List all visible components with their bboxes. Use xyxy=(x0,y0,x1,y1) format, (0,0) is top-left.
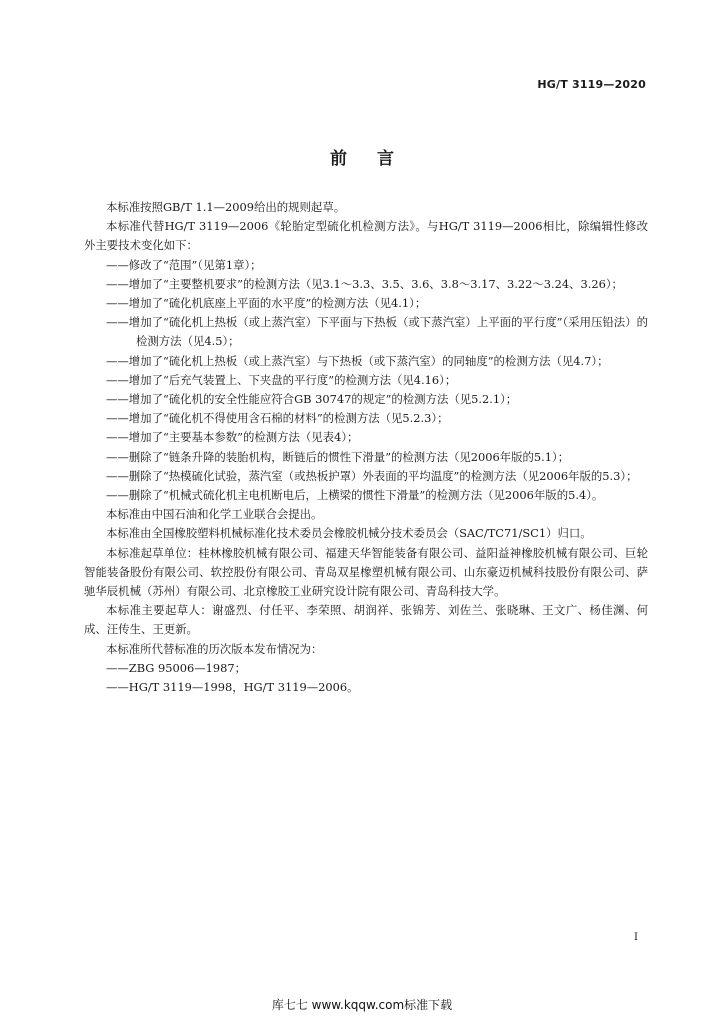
list-item: ——增加了“硫化机上热板（或上蒸汽室）与下热板（或下蒸汽室）的同轴度”的检测方法（见4.7）； xyxy=(106,353,609,368)
foreword-body xyxy=(84,198,648,697)
paragraph-proposed-by: 本标准由中国石油和化学工业联合会提出。 xyxy=(106,507,323,522)
paragraph-replaces: 本标准代替HG/T 3119—2006《轮胎定型硫化机检测方法》。与HG/T 3119—2006相比，除编辑性修改外主要技术变化如下： xyxy=(84,219,648,253)
title-char-1: 前 xyxy=(330,149,347,169)
standard-number: HG/T 3119—2020 xyxy=(537,78,646,91)
list-item: ——增加了“硫化机的安全性能应符合GB 30747的规定”的检测方法（见5.2.1）； xyxy=(106,392,518,407)
list-item: ——删除了“链条升降的装胎机构，断链后的惯性下滑量”的检测方法（见2006年版的5.1）； xyxy=(106,449,570,464)
paragraph-administered-by: 本标准由全国橡胶塑料机械标准化技术委员会橡胶机械分技术委员会（SAC/TC71/SC1）归口。 xyxy=(106,526,592,541)
paragraph-drafters: 本标准主要起草人：谢盛烈、付任平、李荣照、胡润祥、张锦芳、刘佐兰、张晓琳、王文广、杨佳渊、何成、汪传生、王更新。 xyxy=(84,603,648,637)
list-item: ——删除了“热模硫化试验，蒸汽室（或热板护罩）外表面的平均温度”的检测方法（见2006年版的5.3）； xyxy=(106,468,638,483)
list-item: ——增加了“硫化机上热板（或上蒸汽室）下平面与下热板（或下蒸汽室）上平面的平行度”（采用压铅法）的检测方法（见4.5）； xyxy=(106,315,648,349)
list-item: ——增加了“主要基本参数”的检测方法（见表4）； xyxy=(106,430,359,445)
list-item: ——删除了“机械式硫化机主电机断电后，上横梁的惯性下滑量”的检测方法（见2006年版的5.4）。 xyxy=(106,488,604,503)
page-number: I xyxy=(634,932,638,943)
footer-watermark: 库七七 www.kqqw.com标准下载 xyxy=(271,998,453,1012)
list-item: ——增加了“后充气装置上、下夹盘的平行度”的检测方法（见4.16）； xyxy=(106,372,457,387)
list-item: ——增加了“硫化机底座上平面的水平度”的检测方法（见4.1）； xyxy=(106,296,427,311)
title-char-2: 言 xyxy=(377,149,394,169)
list-item: ——增加了“硫化机不得使用含石棉的材料”的检测方法（见5.2.3）； xyxy=(106,411,449,426)
list-item: ——增加了“主要整机要求”的检测方法（见3.1～3.3、3.5、3.6、3.8～3.17、3.22～3.24、3.26）； xyxy=(106,276,623,291)
paragraph-history-intro: 本标准所代替标准的历次版本发布情况为： xyxy=(106,641,323,656)
history-item: ——HG/T 3119—1998，HG/T 3119—2006。 xyxy=(106,680,359,695)
history-item: ——ZBG 95006—1987； xyxy=(106,660,247,675)
paragraph-drafting-units: 本标准起草单位：桂林橡胶机械有限公司、福建天华智能装备有限公司、益阳益神橡胶机械有限公司、巨轮智能装备股份有限公司、软控股份有限公司、青岛双星橡塑机械有限公司、山东豪迈机械科技股份有限公司、萨驰华辰机械（苏州）有限公司、北京橡胶工业研究设计院有限公司、青岛科技大学。 xyxy=(84,545,648,599)
paragraph-drafting-rules: 本标准按照GB/T 1.1—2009给出的规则起草。 xyxy=(106,200,346,214)
list-item: ——修改了“范围”（见第1章）； xyxy=(106,257,262,272)
page-title xyxy=(0,144,724,169)
